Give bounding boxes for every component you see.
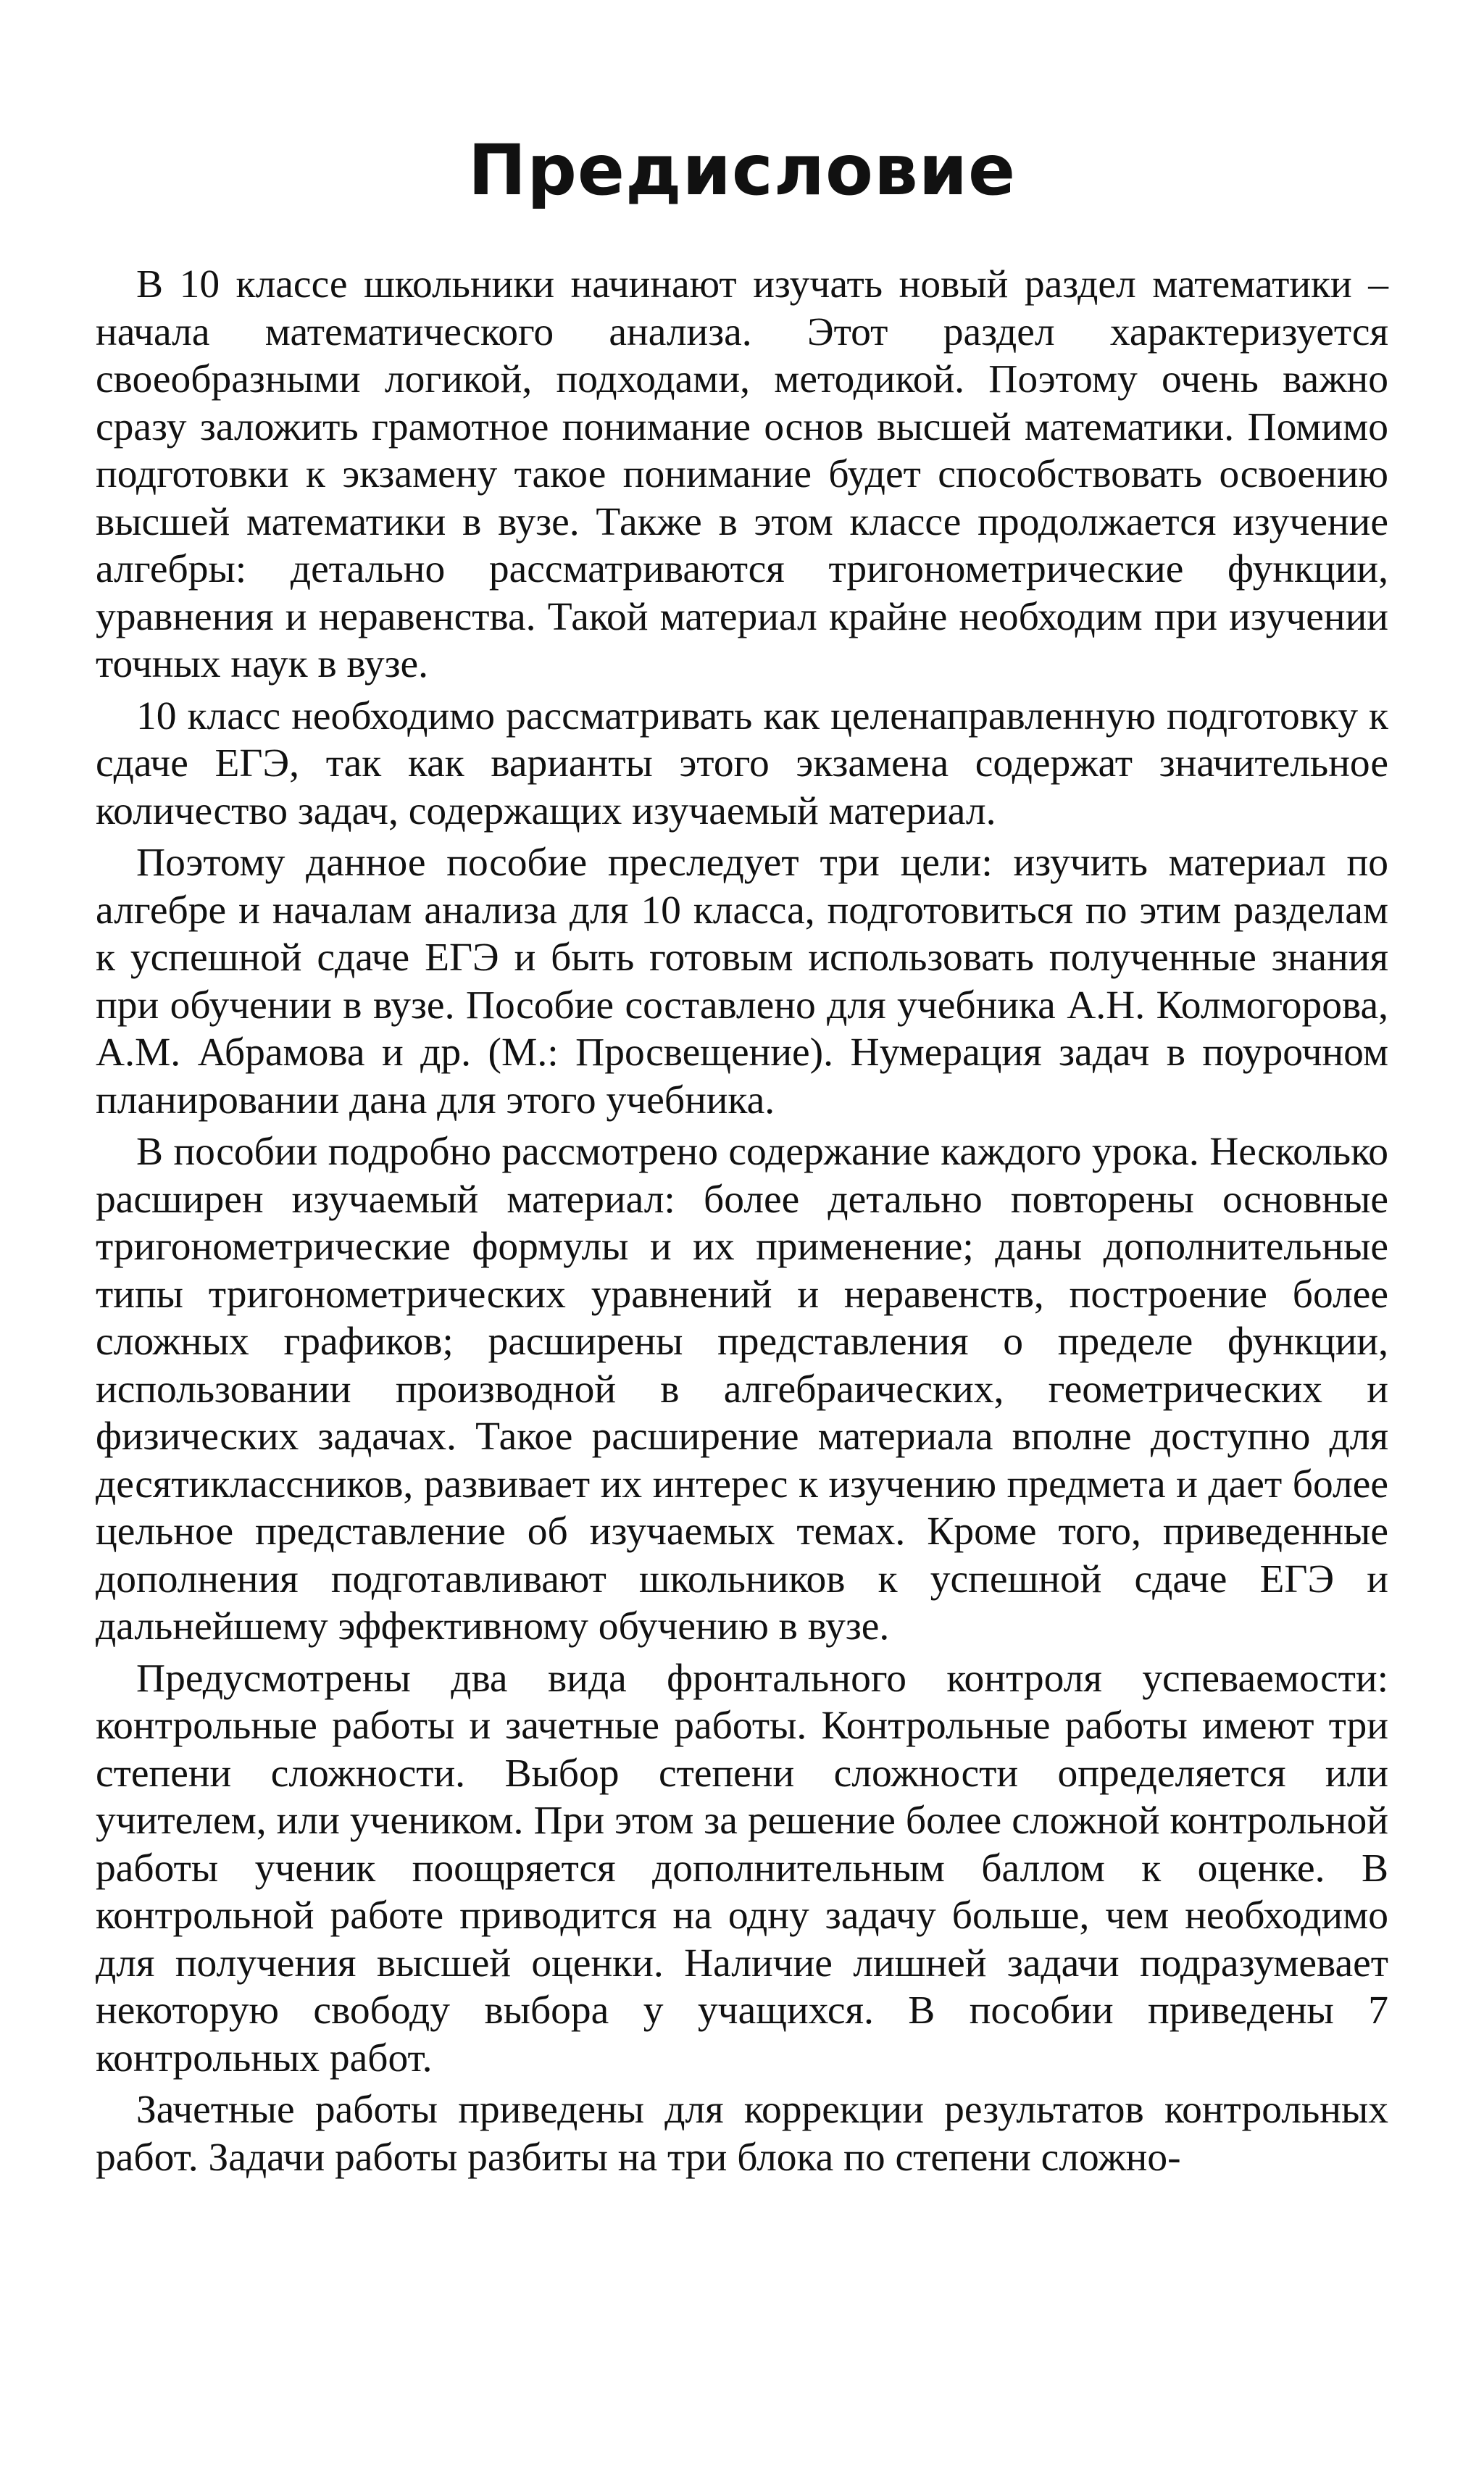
body-text	[96, 261, 1388, 2186]
paragraph-2: 10 класс необходимо рассматривать как целенаправленную подготовку к сдаче ЕГЭ, так как варианты этого экзамена содержат значительное количество задач, содержащих изучаемый материал.	[96, 693, 1388, 833]
paragraph-5: Предусмотрены два вида фронтального контроля успеваемости: контрольные работы и зачетные работы. Контрольные работы имеют три степени сложности. Выбор степени сложности определяется или учителем, или учеником. При этом за решение более сложной контрольной работы ученик поощряется дополнительным баллом к оценке. В контрольной работе приводится на одну задачу больше, чем необходимо для получения высшей оценки. Наличие лишней задачи подразумевает некоторую свободу выбора у учащихся. В пособии приведены 7 контрольных работ.	[96, 1656, 1388, 2080]
paragraph-4: В пособии подробно рассмотрено содержание каждого урока. Несколько расширен изучаемый материал: более детально повторены основные тригонометрические формулы и их применение; даны дополнительные типы тригонометрических уравнений и неравенств, построение более сложных графиков; расширены представления о пределе функции, использовании производной в алгебраических, геометрических и физических задачах. Такое расширение материала вполне доступно для десятиклассников, развивает их интерес к изучению предмета и дает более цельное представление об изучаемых темах. Кроме того, приведенные дополнения подготавливают школьников к успешной сдаче ЕГЭ и дальнейшему эффективному обучению в вузе.	[96, 1130, 1388, 1649]
paragraph-1: В 10 классе школьники начинают изучать новый раздел математики – начала математического анализа. Этот раздел характеризуется своеобразными логикой, подходами, методикой. Поэтому очень важно сразу заложить грамотное понимание основ высшей математики. Помимо подготовки к экзамену такое понимание будет способствовать освоению высшей математики в вузе. Также в этом классе продолжается изучение алгебры: детально рассматриваются тригонометрические функции, уравнения и неравенства. Такой материал крайне необходим при изучении точных наук в вузе.	[96, 262, 1388, 686]
page-title: Предисловие	[467, 130, 1017, 211]
paragraph-3: Поэтому данное пособие преследует три цели: изучить материал по алгебре и началам анализа для 10 класса, подготовиться по этим разделам к успешной сдаче ЕГЭ и быть готовым использовать полученные знания при обучении в вузе. Пособие составлено для учебника А.Н. Колмогорова, А.М. Абрамова и др. (М.: Просвещение). Нумерация задач в поурочном планировании дана для этого учебника.	[96, 841, 1388, 1122]
paragraph-6: Зачетные работы приведены для коррекции результатов контрольных работ. Задачи работы разбиты на три блока по степени сложно-	[96, 2088, 1388, 2180]
